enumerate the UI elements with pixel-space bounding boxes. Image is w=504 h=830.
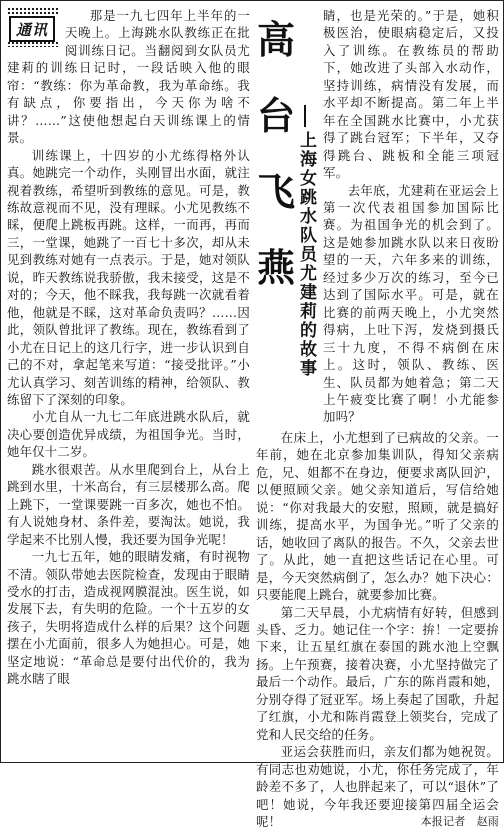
headline-char: 飞 [256,170,295,214]
badge-dot-pattern-bottom [7,41,59,47]
paragraph: 睛，也是光荣的。”于是，她积极医治，使眼病稳定后，又投入了训练。在教练员的帮助下，她改进了头部入水动作，坚持训练，病情没有发展，而水平却不断提高。第二年上半年在全国跳水比赛中，小尤获得了跳台冠军；下半年，又夺得跳台、跳板和全能三项冠军。 [323,8,499,181]
left-column [7,7,250,759]
paragraph: 小尤自从一九七二年底进跳水队后，就决心要创造优异成绩，为祖国争光。当时，她年仅十二岁。 [7,409,250,460]
headline-char: 高 [256,18,295,62]
badge-dot-pattern [7,7,59,15]
subtitle: 上海女跳水队员尤建莉的故事 [296,131,316,378]
paragraph: 去年底，尤建莉在亚运会上第一次代表祖国参加国际比赛。为祖国争光的机会到了。这是她参加跳水队以来日夜盼望的一天，六年多来的训练，经过多少万次的练习，至今已达到了国际水平。可是，就在比赛的前两天晚上，小尤突然得病，上吐下泻，发烧到摄氏三十九度，不得不病倒在床上。这时，领队、教练、医生、队员都为她着急；第二天上午疲变比赛了啊！小尤能参加吗？ [323,182,499,425]
paragraph: 在床上，小尤想到了已病故的父亲。一年前，她在北京参加集训队，得知父亲病危，兄、姐都不在身边，便要求离队回沪，以便照顾父亲。她父亲知道后，写信给她说：“你对我最大的安慰，照顾，就是搞好训练，提高水平，为国争光。”听了父亲的话，她收回了离队的报告。不久，父亲去世了。从此，她一直把这些话记在心里。可是，今天突然病倒了，怎么办？她下决心：只要能爬上跳台，就要参加比赛。 [256,430,499,603]
paragraph: 一九七五年，她的眼睛发痛，有时视物不清。领队带她去医院检查，发现由于眼睛受水的打击，造成视网膜混浊。医生说，如发展下去，有失明的危险。一个十五岁的女孩子，失明将造成什么样的后果？这个问题摆在小尤面前，很多人为她担心。可是，她坚定地说：“革命总是要付出代价的，我为跳水瞎了眼 [7,549,250,687]
headline-char: 台 [256,94,295,138]
paragraph: 第二天早晨，小尤病情有好转，但感到头昏、乏力。她记住一个字：拚！一定要拚下来，让五星红旗在泰国的跳水池上空飘扬。上午预赛，接着决赛，小尤坚持做完了最后一个动作。最后，广东的陈肖霞和她，分别夺得了冠亚军。场上奏起了国歌，升起了红旗，小尤和陈肖霞登上领奖台，完成了党和人民交给的任务。 [256,604,499,742]
right-bottom-column [256,429,499,829]
subtitle-dash [304,105,306,127]
section-badge [7,7,59,49]
paragraph: 跳水很艰苦。从水里爬到台上，从台上跳到水里，十米高台，有三层楼那么高。爬上跳下，一堂课要跳一百多次，她也不怕。有人说她身材、条件差，要淘汰。她说，我学起来不比别人慢，我还要为国争光呢！ [7,461,250,547]
paragraph [256,743,499,830]
right-top-column [323,7,499,427]
paragraph-text: 亚运会获胜而归，亲友们都为她祝贺。有同志也劝她说，小尤，你任务完成了，年龄差不多了，人也胖起来了，可以“退休”了吧！她说，今年我还要迎接第四届全运会呢！ [256,744,499,829]
badge-box [9,16,55,42]
headline-char: 燕 [256,246,295,290]
section-badge-label: 通讯 [15,20,48,39]
paragraph: 训练课上，十四岁的小尤练得格外认真。她跳完一个动作，头刚冒出水面，就注视着教练，希望听到教练的意见。可是，教练故意视而不见，没有理睬。小尤见教练不睬，便爬上跳板再跳。这样，一而再，再而三，一堂课，她跳了一百七十多次，却从未见到教练对她有一点表示。于是，她对领队说，昨天教练说我骄傲，我未接受，这是不对的；今天，他不睬我，我每跳一次就看着他，他就是不睬，这对革命负责吗？……因此，领队曾批评了教练。现在，教练看到了小尤在日记上的这几行字，进一步认识到自己的不对，拿起笔来写道：“接受批评。”小尤认真学习、刻苦训练的精神，给领队、教练留下了深刻的印象。 [7,147,250,407]
byline: 本报记者 赵雨 [420,814,499,828]
paragraph: 那是一九七四年上半年的一天晚上。上海跳水队教练正在批阅训练日记。当翻阅到女队员尤建莉的训练日记时，一段话映入他的眼帘：“教练：你为革命教，我为革命练。我有缺点，你要指出，今天你为啥不讲？……”这使他想起白天训练课上的情景。 [7,8,250,146]
